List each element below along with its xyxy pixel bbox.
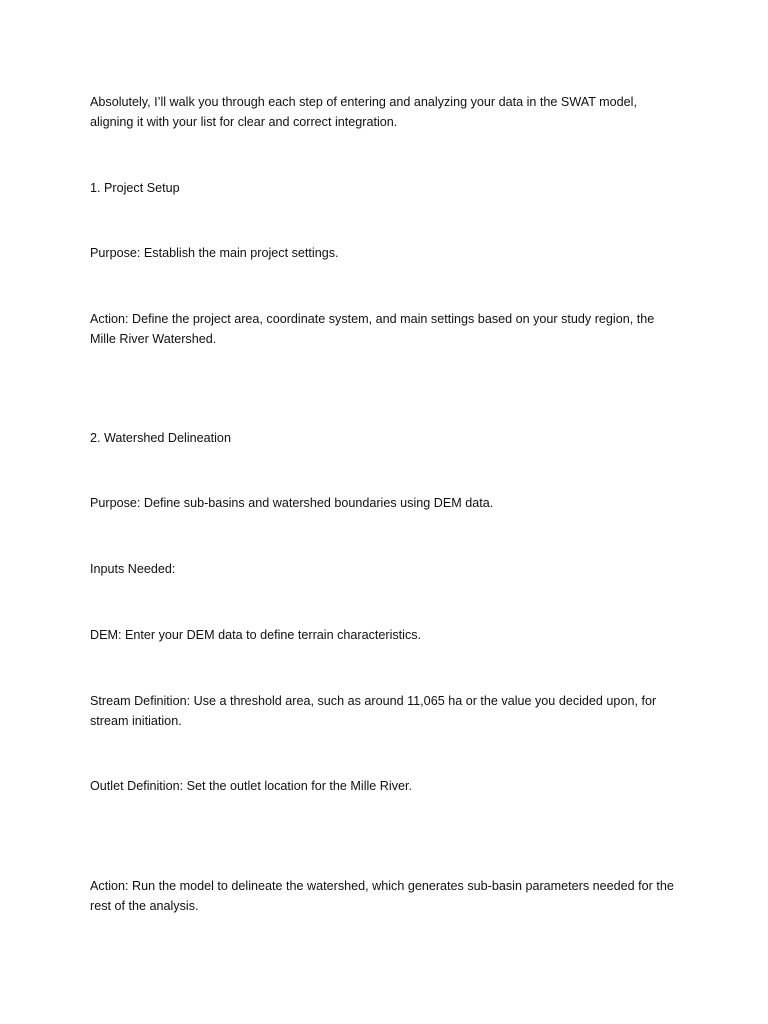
intro-paragraph: Absolutely, I’ll walk you through each step of entering and analyzing your data in the SWAT model, aligning it with your list for clear and correct integration. [90,95,637,129]
section-2-purpose: Purpose: Define sub-basins and watershed boundaries using DEM data. [90,496,494,510]
section-1-heading: 1. Project Setup [90,181,180,195]
section-2-heading: 2. Watershed Delineation [90,431,231,445]
section-2-action: Action: Run the model to delineate the watershed, which generates sub-basin parameters needed for the rest of the analysis. [90,879,674,913]
section-2-inputs-heading: Inputs Needed: [90,562,176,576]
section-1-action: Action: Define the project area, coordinate system, and main settings based on your study region, the Mille River Watershed. [90,312,655,346]
outlet-definition-item: Outlet Definition: Set the outlet location for the Mille River. [90,779,413,793]
dem-input-item: DEM: Enter your DEM data to define terrain characteristics. [90,628,422,642]
section-1-purpose: Purpose: Establish the main project settings. [90,246,339,260]
stream-definition-item: Stream Definition: Use a threshold area, such as around 11,065 ha or the value you decided upon, for stream initiation. [90,694,657,728]
